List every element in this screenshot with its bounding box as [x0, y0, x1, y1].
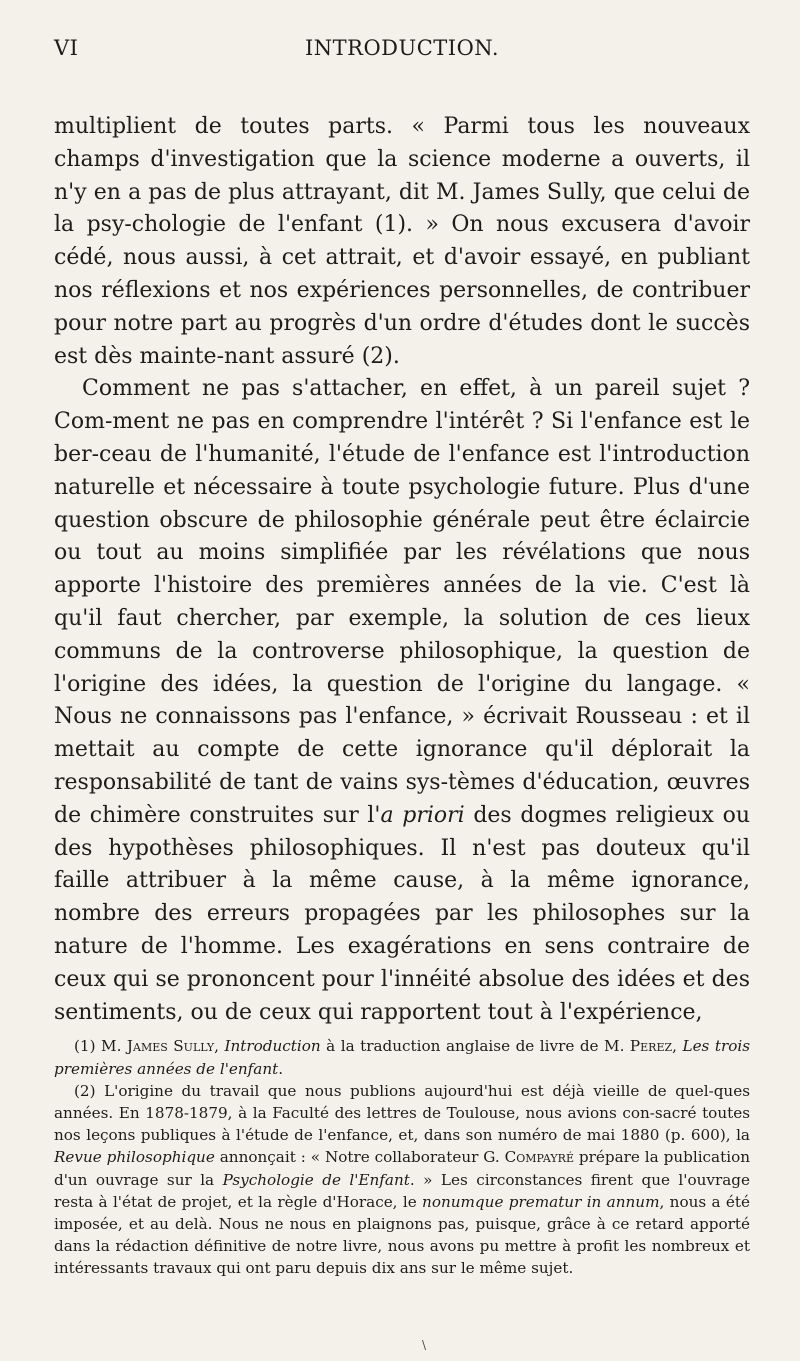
- stray-mark: \: [422, 1338, 427, 1352]
- footnote-1: [54, 1035, 750, 1079]
- paragraph-2-text-a: Comment ne pas s'attacher, en effet, à un pareil sujet ? Com-ment ne pas en comprendre l'intérêt ? Si l'enfance est le ber-ceau de l'humanité, l'étude de l'enfance est l'introduction naturelle et nécessaire à toute psychologie future. Plus d'une question obscure de philosophie générale peut être éclaircie ou tout au moins simplifiée par les révélations que nous apporte l'histoire des premières années de la vie. C'est là qu'il faut chercher, par exemple, la solution de ces lieux communs de la controverse philosophique, la question de l'origine des idées, la question de l'origine du langage. « Nous ne connaissons pas l'enfance, » écrivait Rousseau : et il mettait au compte de cette ignorance qu'il déplorait la responsabilité de tant de vains sys-tèmes d'éducation, œuvres de chimère construites sur l': [54, 376, 750, 828]
- footnote-2-text-a: (2) L'origine du travail que nous publions aujourd'hui est déjà vieille de quel-ques années. En 1878-1879, à la Faculté des lettres de Toulouse, nous avions con-sacré toutes nos leçons publiques à l'étude de l'enfance, et, dans son numéro de mai 1880 (p. 600), la: [54, 1081, 750, 1145]
- paragraph-2-text-b: des dogmes religieux ou des hypothèses philosophiques. Il n'est pas douteux qu'il faille attribuer à la même cause, à la même ignorance, nombre des erreurs propagées par les philosophes sur la nature de l'homme. Les exagérations en sens contraire de ceux qui se prononcent pour l'innéité absolue des idées et des sentiments, ou de ceux qui rapportent tout à l'expérience,: [54, 802, 750, 1025]
- footnote-1-author: James Sully: [126, 1037, 215, 1056]
- footnote-1-mid: ,: [214, 1037, 225, 1056]
- paragraph-1-text: multiplient de toutes parts. « Parmi tous les nouveaux champs d'investigation que la science moderne a ouverts, il n'y en a pas de plus attrayant, dit M. James Sully, que celui de la psy-chologie de l'enfant (1). » On nous excusera d'avoir cédé, nous aussi, à cet attrait, et d'avoir essayé, en publiant nos réflexions et nos expériences personnelles, de contribuer pour notre part au progrès d'un ordre d'études dont le succès est dès mainte-nant assuré (2).: [54, 114, 750, 369]
- a-priori-italic: a priori: [380, 802, 465, 828]
- page-header: [54, 36, 750, 66]
- footnote-1-title: Introduction: [224, 1037, 321, 1056]
- main-text: [54, 111, 750, 1029]
- footnote-2-text-d: . » Les circonstances firent que l'ouvrage resta à l'état de projet, et la règle d'Horace, le: [54, 1170, 750, 1211]
- footnote-2-compayre: Compayré: [504, 1148, 574, 1167]
- paragraph-1: [54, 111, 750, 373]
- footnote-1-lead: (1) M.: [74, 1037, 127, 1056]
- footnote-2-text-c: prépare la publication d'un ouvrage sur la: [54, 1148, 750, 1189]
- footnote-2-text-b: annonçait : « Notre collaborateur G.: [214, 1148, 505, 1167]
- footnote-1-sep: ,: [672, 1037, 683, 1056]
- footnote-2-revue: Revue philosophique: [54, 1148, 215, 1167]
- footnote-1-end: .: [278, 1059, 284, 1078]
- footnote-1-perez: Perez: [629, 1037, 673, 1056]
- footnote-2-psychologie: Psychologie de l'Enfant: [222, 1170, 410, 1189]
- book-page: [54, 36, 750, 1280]
- footnote-1-text: à la traduction anglaise de livre de M.: [320, 1037, 630, 1056]
- page-number: VI: [54, 36, 79, 60]
- footnote-1-book: Les trois premières années de l'enfant: [54, 1037, 751, 1078]
- footnote-2: [54, 1080, 750, 1280]
- paragraph-2: [54, 373, 750, 1029]
- footnote-2-text-e: , nous a été imposée, et au delà. Nous ne nous en plaignons pas, puisque, grâce à ce retard apporté dans la rédaction définitive de notre livre, nous avons pu mettre à profit les nombreux et intéressants travaux qui ont paru depuis dix ans sur le même sujet.: [54, 1192, 750, 1278]
- running-title: INTRODUCTION.: [304, 36, 500, 60]
- footnotes: [54, 1035, 750, 1279]
- footnote-2-horace: nonumque prematur in annum: [422, 1192, 660, 1211]
